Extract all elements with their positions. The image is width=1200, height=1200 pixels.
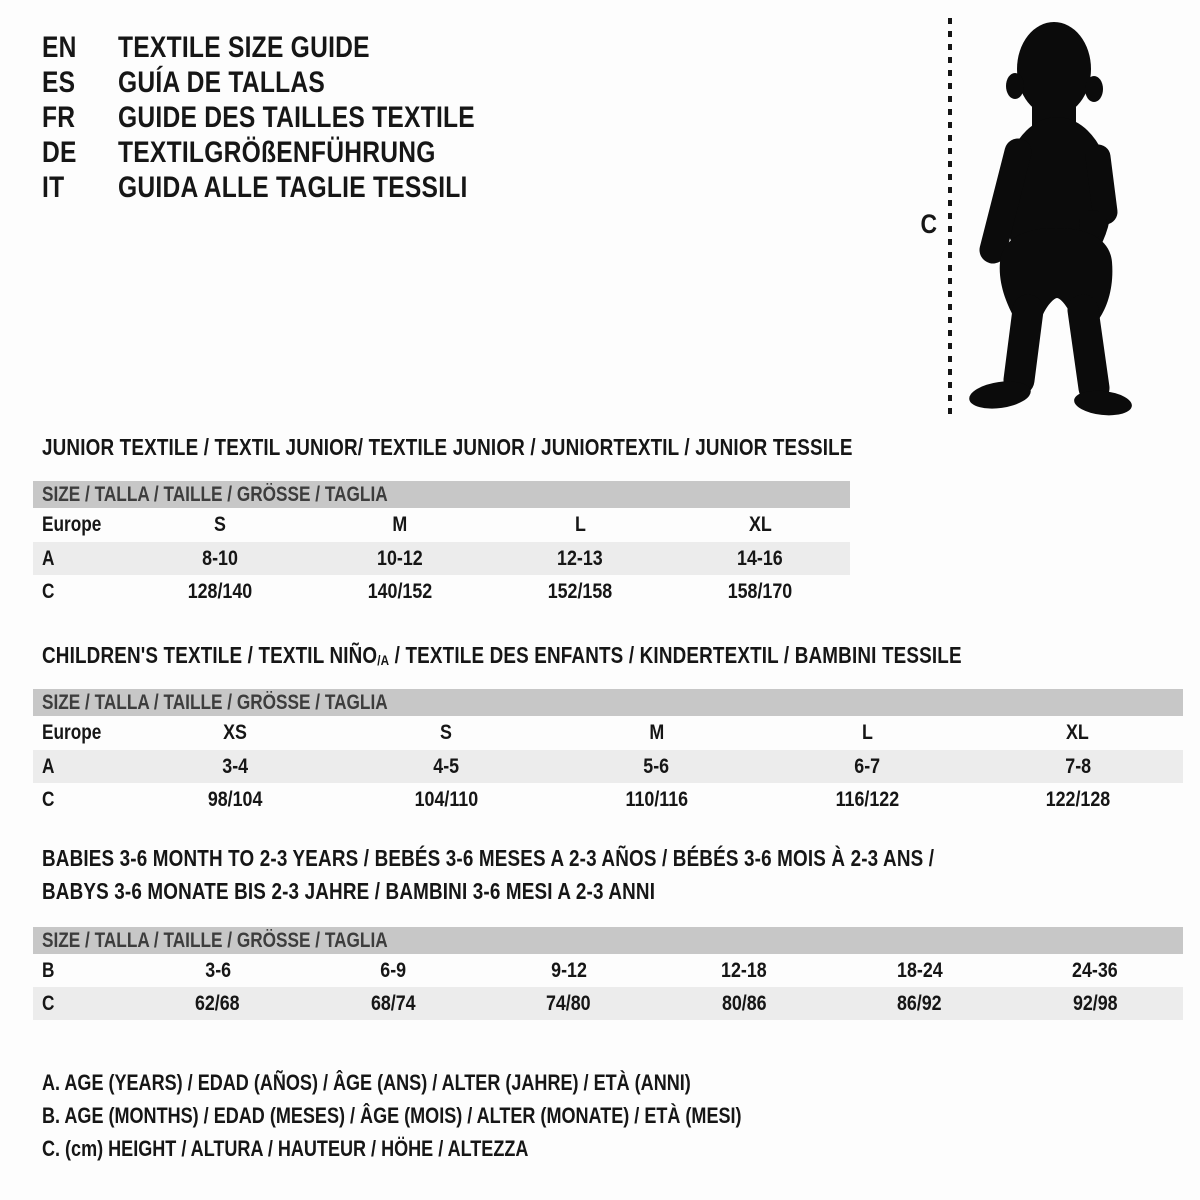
legend-line-height: C. (cm) HEIGHT / ALTURA / HAUTEUR / HÖHE / ALTEZZA [42, 1135, 529, 1161]
language-row [42, 170, 553, 205]
row-label-cell: Europe [42, 721, 102, 744]
size-value-cell: 3-6 [204, 958, 231, 982]
size-value-cell: L [861, 721, 873, 744]
size-header-bar [33, 481, 850, 508]
size-value-cell: 3-4 [222, 754, 249, 778]
language-title: GUÍA DE TALLAS [118, 65, 326, 99]
size-value-cell: 128/140 [187, 579, 253, 603]
row-label-cell: C [42, 579, 55, 603]
size-value-cell: 74/80 [546, 991, 592, 1015]
language-row [42, 30, 553, 65]
size-value-cell: 12-18 [721, 958, 768, 982]
size-value-cell: 9-12 [550, 958, 587, 982]
section-heading-babies-line1 [42, 845, 1130, 872]
size-value-cell: XS [223, 721, 248, 744]
language-code: EN [42, 30, 77, 64]
size-value-cell: 104/110 [414, 787, 478, 811]
section-heading-babies-line2 [42, 878, 790, 905]
language-title-list [42, 30, 553, 205]
language-row [42, 100, 553, 135]
size-value-cell: 110/116 [625, 787, 688, 811]
table-row [33, 716, 1183, 750]
size-value-cell: XL [748, 513, 772, 536]
children-size-table [33, 689, 1183, 816]
section-heading-junior-text: JUNIOR TEXTILE / TEXTIL JUNIOR/ TEXTILE JUNIOR / JUNIORTEXTIL / JUNIOR TESSILE [42, 434, 853, 460]
language-title: GUIDA ALLE TAGLIE TESSILI [118, 170, 468, 204]
junior-size-table [33, 481, 850, 608]
height-measure-label: C [920, 209, 938, 239]
row-label-cell: C [42, 787, 55, 811]
section-heading-children [42, 642, 1164, 669]
row-label-cell: A [42, 546, 55, 570]
size-value-cell: 158/170 [727, 579, 793, 603]
size-value-cell: 122/128 [1045, 787, 1110, 811]
size-value-cell: XL [1066, 721, 1090, 744]
size-header-label: SIZE / TALLA / TAILLE / GRÖSSE / TAGLIA [42, 690, 388, 714]
row-label-cell: A [42, 754, 55, 778]
size-value-cell: 10-12 [377, 546, 423, 570]
size-value-cell: 116/122 [835, 787, 899, 811]
language-title: GUIDE DES TAILLES TEXTILE [118, 100, 475, 134]
height-dashed-line [948, 18, 952, 416]
row-label-cell: B [42, 958, 55, 982]
size-value-cell: 152/158 [547, 579, 613, 603]
legend-line-age-months: B. AGE (MONTHS) / EDAD (MESES) / ÂGE (MOIS) / ALTER (MONATE) / ETÀ (MESI) [42, 1102, 742, 1128]
section-heading-babies-line2-text: BABYS 3-6 MONATE BIS 2-3 JAHRE / BAMBINI 3-6 MESI A 2-3 ANNI [42, 878, 656, 904]
size-value-cell: M [392, 513, 408, 536]
table-row [33, 575, 850, 608]
size-value-cell: S [439, 721, 452, 744]
size-value-cell: 80/86 [721, 991, 767, 1015]
size-value-cell: 5-6 [643, 754, 670, 778]
size-value-cell: 8-10 [202, 546, 238, 570]
size-value-cell: 14-16 [737, 546, 783, 570]
size-value-cell: 92/98 [1072, 991, 1118, 1015]
legend [42, 1066, 895, 1165]
size-value-cell: 6-9 [380, 958, 407, 982]
language-row [42, 65, 553, 100]
size-header-label: SIZE / TALLA / TAILLE / GRÖSSE / TAGLIA [42, 928, 388, 952]
size-header-bar [33, 689, 1183, 716]
table-row [33, 987, 1183, 1020]
section-heading-children-text: CHILDREN'S TEXTILE / TEXTIL NIÑO/A / TEXTILE DES ENFANTS / KINDERTEXTIL / BAMBINI TESSILE [42, 642, 962, 669]
baby-silhouette-icon [962, 12, 1142, 420]
size-value-cell: 7-8 [1064, 754, 1091, 778]
row-label-cell: Europe [42, 513, 102, 536]
size-value-cell: 4-5 [432, 754, 459, 778]
size-value-cell: 6-7 [854, 754, 880, 778]
size-value-cell: 24-36 [1072, 958, 1119, 982]
size-header-label: SIZE / TALLA / TAILLE / GRÖSSE / TAGLIA [42, 482, 388, 506]
table-row [33, 508, 850, 542]
size-value-cell: S [214, 513, 226, 536]
table-row [33, 542, 850, 575]
language-code: DE [42, 135, 77, 169]
legend-line-age-years: A. AGE (YEARS) / EDAD (AÑOS) / ÂGE (ANS) / ALTER (JAHRE) / ETÀ (ANNI) [42, 1069, 691, 1095]
size-header-bar [33, 927, 1183, 954]
table-row [33, 750, 1183, 783]
size-value-cell: 18-24 [896, 958, 943, 982]
size-value-cell: 62/68 [195, 991, 241, 1015]
table-row [33, 783, 1183, 816]
language-row [42, 135, 553, 170]
size-value-cell: 86/92 [897, 991, 943, 1015]
size-value-cell: 140/152 [367, 579, 433, 603]
size-value-cell: 12-13 [557, 546, 603, 570]
table-row [33, 954, 1183, 987]
size-value-cell: 98/104 [207, 787, 263, 811]
language-code: IT [42, 170, 65, 204]
babies-size-table [33, 927, 1183, 1020]
size-value-cell: M [649, 721, 664, 744]
language-title: TEXTILE SIZE GUIDE [118, 30, 370, 64]
row-label-cell: C [42, 991, 55, 1015]
language-code: FR [42, 100, 76, 134]
size-value-cell: 68/74 [370, 991, 416, 1015]
language-title: TEXTILGRÖßENFÜHRUNG [118, 135, 436, 169]
size-value-cell: L [574, 513, 586, 536]
section-heading-babies-line1-text: BABIES 3-6 MONTH TO 2-3 YEARS / BEBÉS 3-6 MESES A 2-3 AÑOS / BÉBÉS 3-6 MOIS À 2-3 ANS / [42, 845, 935, 871]
section-heading-junior [42, 434, 1031, 461]
language-code: ES [42, 65, 76, 99]
